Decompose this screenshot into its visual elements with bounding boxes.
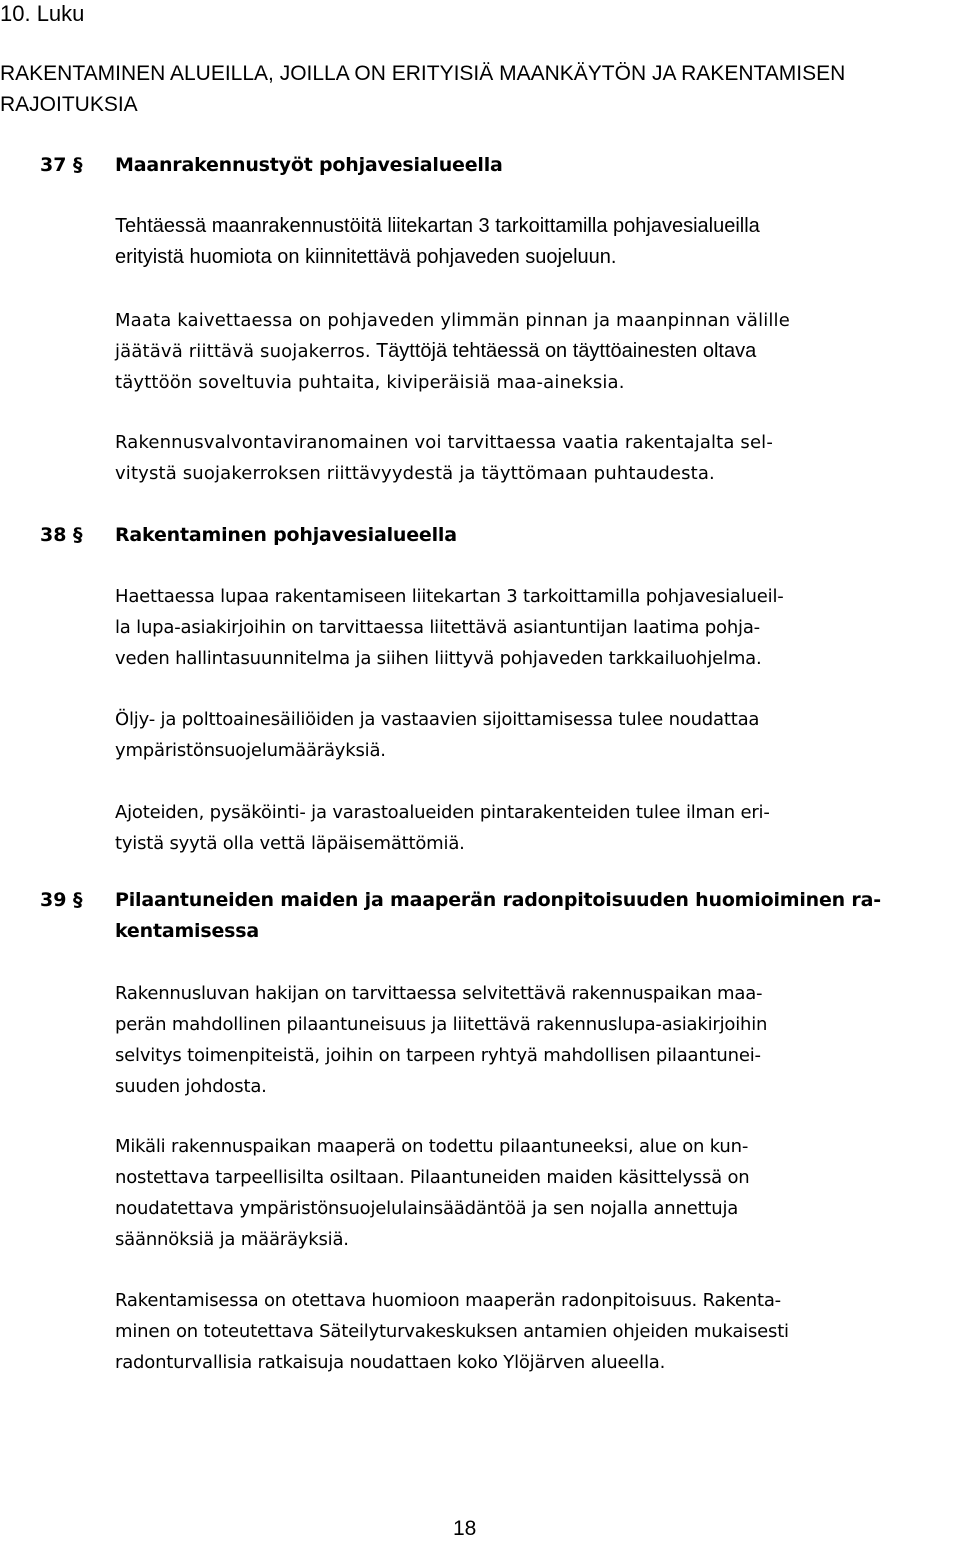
paragraph bbox=[115, 581, 960, 674]
section-number: 39 § bbox=[40, 889, 83, 911]
paragraph-line: säännöksiä ja määräyksiä. bbox=[115, 1229, 349, 1250]
chapter-heading-line: RAJOITUKSIA bbox=[0, 93, 138, 116]
paragraph-line: radonturvallisia ratkaisuja noudattaen koko Ylöjärven alueella. bbox=[115, 1352, 666, 1373]
paragraph-line: perän mahdollinen pilaantuneisuus ja liitettävä rakennuslupa-asiakirjoihin bbox=[115, 1014, 768, 1035]
paragraph-line: täyttöön soveltuvia puhtaita, kiviperäisiä maa-aineksia. bbox=[115, 372, 625, 393]
paragraph-line: Rakentamisessa on otettava huomioon maaperän radonpitoisuus. Rakenta- bbox=[115, 1290, 781, 1311]
paragraph-line: selvitys toimenpiteistä, joihin on tarpeen ryhtyä mahdollisen pilaantunei- bbox=[115, 1045, 761, 1066]
paragraph-line: tyistä syytä olla vettä läpäisemättömiä. bbox=[115, 833, 465, 854]
section-title-line: Pilaantuneiden maiden ja maaperän radonpitoisuuden huomioiminen ra- bbox=[115, 889, 881, 911]
paragraph bbox=[115, 978, 960, 1102]
paragraph-line: Öljy- ja polttoainesäiliöiden ja vastaavien sijoittamisessa tulee noudattaa bbox=[115, 709, 760, 730]
paragraph-line: erityistä huomiota on kiinnitettävä pohjaveden suojeluun. bbox=[115, 246, 617, 268]
paragraph-line: Ajoteiden, pysäköinti- ja varastoalueiden pintarakenteiden tulee ilman eri- bbox=[115, 802, 770, 823]
paragraph bbox=[115, 427, 960, 489]
paragraph bbox=[115, 1285, 960, 1378]
paragraph bbox=[115, 704, 960, 766]
page-number: 18 bbox=[453, 1517, 477, 1540]
paragraph-line: Rakennusvalvontaviranomainen voi tarvittaessa vaatia rakentajalta sel- bbox=[115, 432, 773, 453]
paragraph bbox=[115, 1131, 960, 1255]
section-number: 37 § bbox=[40, 154, 83, 176]
paragraph-line: Haettaessa lupaa rakentamiseen liitekartan 3 tarkoittamilla pohjavesialueil- bbox=[115, 586, 784, 607]
section-title: Maanrakennustyöt pohjavesialueella bbox=[115, 154, 503, 176]
section-title bbox=[115, 885, 950, 947]
paragraph-line: Maata kaivettaessa on pohjaveden ylimmän pinnan ja maanpinnan välille bbox=[115, 310, 790, 331]
paragraph-line: la lupa-asiakirjoihin on tarvittaessa liitettävä asiantuntijan laatima pohja- bbox=[115, 617, 760, 638]
paragraph bbox=[115, 211, 960, 273]
paragraph bbox=[115, 305, 960, 398]
paragraph-line: suuden johdosta. bbox=[115, 1076, 267, 1097]
paragraph-line: Rakennusluvan hakijan on tarvittaessa selvitettävä rakennuspaikan maa- bbox=[115, 983, 763, 1004]
paragraph-line: minen on toteutettava Säteilyturvakeskuksen antamien ohjeiden mukaisesti bbox=[115, 1321, 789, 1342]
paragraph bbox=[115, 797, 960, 859]
paragraph-line-part: Täyttöjä tehtäessä on täyttöainesten oltava bbox=[375, 340, 757, 362]
paragraph-line: Mikäli rakennuspaikan maaperä on todettu pilaantuneeksi, alue on kun- bbox=[115, 1136, 749, 1157]
chapter-heading-line: RAKENTAMINEN ALUEILLA, JOILLA ON ERITYISIÄ MAANKÄYTÖN JA RAKENTAMISEN bbox=[0, 62, 846, 85]
paragraph-line: noudatettava ympäristönsuojelulainsäädäntöä ja sen nojalla annettuja bbox=[115, 1198, 739, 1219]
section-number: 38 § bbox=[40, 524, 83, 546]
paragraph-line bbox=[115, 336, 960, 367]
paragraph-line-part: jäätävä riittävä suojakerros. bbox=[115, 341, 371, 362]
paragraph-line: Tehtäessä maanrakennustöitä liitekartan 3 tarkoittamilla pohjavesialueilla bbox=[115, 215, 760, 237]
paragraph-line: veden hallintasuunnitelma ja siihen liittyvä pohjaveden tarkkailuohjelma. bbox=[115, 648, 762, 669]
chapter-label: 10. Luku bbox=[0, 1, 85, 26]
section-title: Rakentaminen pohjavesialueella bbox=[115, 524, 457, 546]
paragraph-line: nostettava tarpeellisilta osiltaan. Pilaantuneiden maiden käsittelyssä on bbox=[115, 1167, 750, 1188]
paragraph-line: ympäristönsuojelumääräyksiä. bbox=[115, 740, 386, 761]
section-title-line: kentamisessa bbox=[115, 920, 259, 942]
chapter-heading bbox=[0, 58, 950, 120]
paragraph-line: vitystä suojakerroksen riittävyydestä ja täyttömaan puhtaudesta. bbox=[115, 463, 715, 484]
